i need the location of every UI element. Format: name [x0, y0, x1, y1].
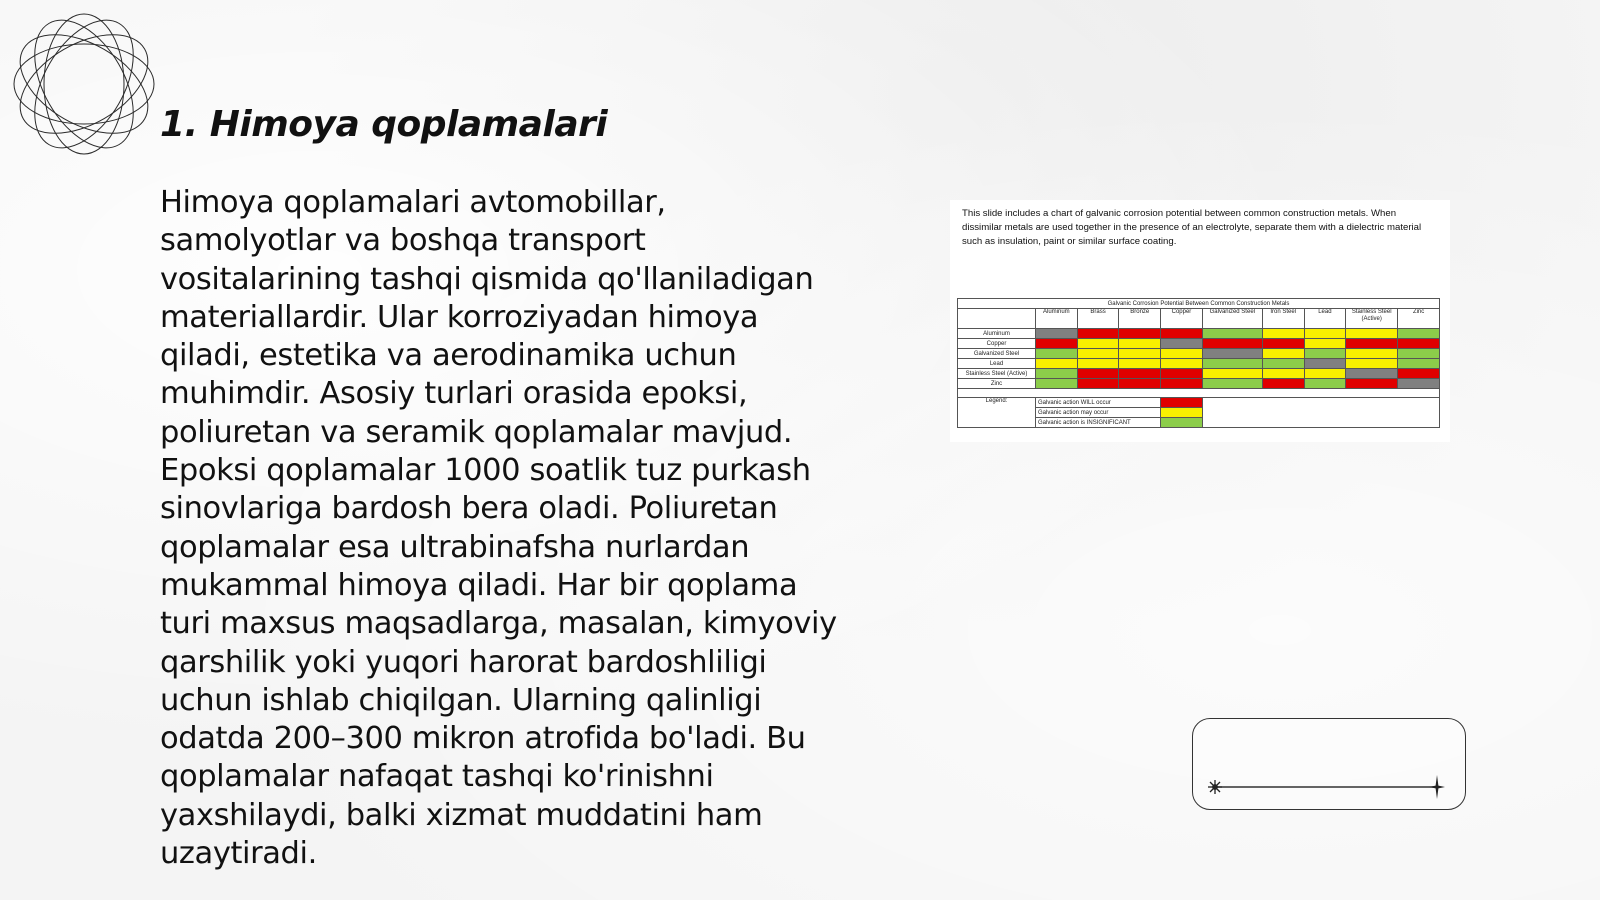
corrosion-cell	[1304, 339, 1346, 349]
corrosion-cell	[1398, 329, 1440, 339]
corrosion-cell	[1202, 329, 1262, 339]
corrosion-cell	[1202, 359, 1262, 369]
corrosion-cell	[1346, 349, 1398, 359]
corrosion-cell	[1077, 379, 1119, 389]
table-title-row	[958, 299, 1440, 309]
corrosion-cell	[1119, 339, 1161, 349]
corrosion-cell	[1161, 359, 1203, 369]
corrosion-cell	[1119, 349, 1161, 359]
row-header: Stainless Steel (Active)	[958, 369, 1036, 379]
legend-text: Galvanic action is INSIGNIFICANT	[1036, 418, 1161, 428]
corrosion-cell	[1262, 369, 1304, 379]
logo-ring	[10, 14, 158, 153]
galvanic-corrosion-table	[957, 298, 1440, 428]
corrosion-cell	[1119, 369, 1161, 379]
corrosion-cell	[1346, 339, 1398, 349]
corrosion-cell	[1161, 349, 1203, 359]
corrosion-cell	[1262, 349, 1304, 359]
corrosion-cell	[1398, 349, 1440, 359]
legend-swatch	[1161, 418, 1203, 428]
cross-star-icon[interactable]	[1429, 775, 1445, 799]
corrosion-cell	[1119, 379, 1161, 389]
corrosion-cell	[1036, 359, 1078, 369]
legend-row	[958, 398, 1440, 408]
row-header: Aluminum	[958, 329, 1036, 339]
column-header: Iron Steel	[1262, 309, 1304, 329]
corrosion-cell	[1077, 339, 1119, 349]
corrosion-cell	[1346, 329, 1398, 339]
corrosion-cell	[1304, 359, 1346, 369]
corrosion-cell	[1346, 369, 1398, 379]
table-row	[958, 339, 1440, 349]
corrosion-cell	[1161, 379, 1203, 389]
column-header: Copper	[1161, 309, 1203, 329]
table-row	[958, 369, 1440, 379]
sparkle-icon[interactable]	[1208, 780, 1222, 794]
corrosion-cell	[1346, 359, 1398, 369]
table-row	[958, 329, 1440, 339]
corrosion-cell	[1304, 329, 1346, 339]
corrosion-cell	[1161, 369, 1203, 379]
column-header: Aluminum	[1036, 309, 1078, 329]
corrosion-cell	[1346, 379, 1398, 389]
table-row	[958, 379, 1440, 389]
corrosion-cell	[1304, 379, 1346, 389]
slider-widget[interactable]	[1192, 718, 1466, 810]
corrosion-cell	[1077, 329, 1119, 339]
corrosion-cell	[1161, 339, 1203, 349]
logo-ring	[14, 10, 153, 158]
column-header: Galvanized Steel	[1202, 309, 1262, 329]
legend-text: Galvanic action WILL occur	[1036, 398, 1161, 408]
corrosion-cell	[1119, 359, 1161, 369]
corrosion-cell	[1202, 379, 1262, 389]
logo-ring	[10, 14, 158, 153]
corrosion-cell	[1119, 329, 1161, 339]
corrosion-cell	[1202, 369, 1262, 379]
column-header: Zinc	[1398, 309, 1440, 329]
column-header: Bronze	[1119, 309, 1161, 329]
corrosion-cell	[1161, 329, 1203, 339]
corrosion-cell	[1036, 329, 1078, 339]
spirograph-logo-icon	[10, 10, 158, 158]
row-header: Galvanized Steel	[958, 349, 1036, 359]
corrosion-cell	[1398, 379, 1440, 389]
slide-body-text: Himoya qoplamalari avtomobillar, samolyotlar va boshqa transport vositalarining tashqi qismida qo'llaniladigan materiallardir. Ular korroziyadan himoya qiladi, estetika va aerodinamika uchun muhimdir. Asosiy turlari orasida epoksi, poliuretan va seramik qoplamalar mavjud. Epoksi qoplamalar 1000 soatlik tuz purkash sinovlariga bardosh bera oladi. Poliuretan qoplamalar esa ultrabinafsha nurlardan mukammal himoya qiladi. Har bir qoplama turi maxsus maqsadlarga, masalan, kimyoviy qarshilik yoki yuqori harorat bardoshliligi uchun ishlab chiqilgan. Ularning qalinligi odatda 200–300 mikron atrofida bo'ladi. Bu qoplamalar nafaqat tashqi ko'rinishni yaxshilaydi, balki xizmat muddatini ham uzaytiradi.	[160, 185, 837, 872]
corrosion-cell	[1077, 369, 1119, 379]
table-row	[958, 349, 1440, 359]
table-header-row	[958, 309, 1440, 329]
row-header: Lead	[958, 359, 1036, 369]
corrosion-cell	[1077, 359, 1119, 369]
corrosion-cell	[1036, 349, 1078, 359]
corrosion-cell	[1036, 369, 1078, 379]
legend-text: Galvanic action may occur	[1036, 408, 1161, 418]
column-header: Lead	[1304, 309, 1346, 329]
corrosion-cell	[1262, 329, 1304, 339]
slide-title: 1. Himoya qoplamalari	[160, 104, 608, 145]
legend-label: Legend:	[958, 398, 1036, 428]
table-spacer-row	[958, 389, 1440, 398]
table-row	[958, 359, 1440, 369]
corrosion-cell	[1262, 379, 1304, 389]
corrosion-cell	[1262, 339, 1304, 349]
legend-blank	[1202, 398, 1439, 428]
corrosion-cell	[1202, 339, 1262, 349]
row-header: Copper	[958, 339, 1036, 349]
corrosion-cell	[1304, 369, 1346, 379]
table-title: Galvanic Corrosion Potential Between Common Construction Metals	[958, 299, 1440, 309]
table-corner-cell	[958, 309, 1036, 329]
corrosion-cell	[1077, 349, 1119, 359]
corrosion-cell	[1304, 349, 1346, 359]
corrosion-cell	[1262, 359, 1304, 369]
logo-ring	[14, 10, 153, 158]
spacer-cell	[958, 389, 1440, 398]
corrosion-cell	[1202, 349, 1262, 359]
legend-swatch	[1161, 398, 1203, 408]
column-header: Stainless Steel (Active)	[1346, 309, 1398, 329]
corrosion-cell	[1036, 379, 1078, 389]
galvanic-corrosion-figure	[950, 200, 1450, 442]
corrosion-cell	[1398, 359, 1440, 369]
legend-swatch	[1161, 408, 1203, 418]
corrosion-cell	[1398, 369, 1440, 379]
row-header: Zinc	[958, 379, 1036, 389]
corrosion-cell	[1398, 339, 1440, 349]
corrosion-cell	[1036, 339, 1078, 349]
figure-caption: This slide includes a chart of galvanic corrosion potential between common construction metals. When dissimilar metals are used together in the presence of an electrolyte, separate them with a dielectric material such as insulation, paint or similar surface coating.	[962, 208, 1422, 247]
column-header: Brass	[1077, 309, 1119, 329]
